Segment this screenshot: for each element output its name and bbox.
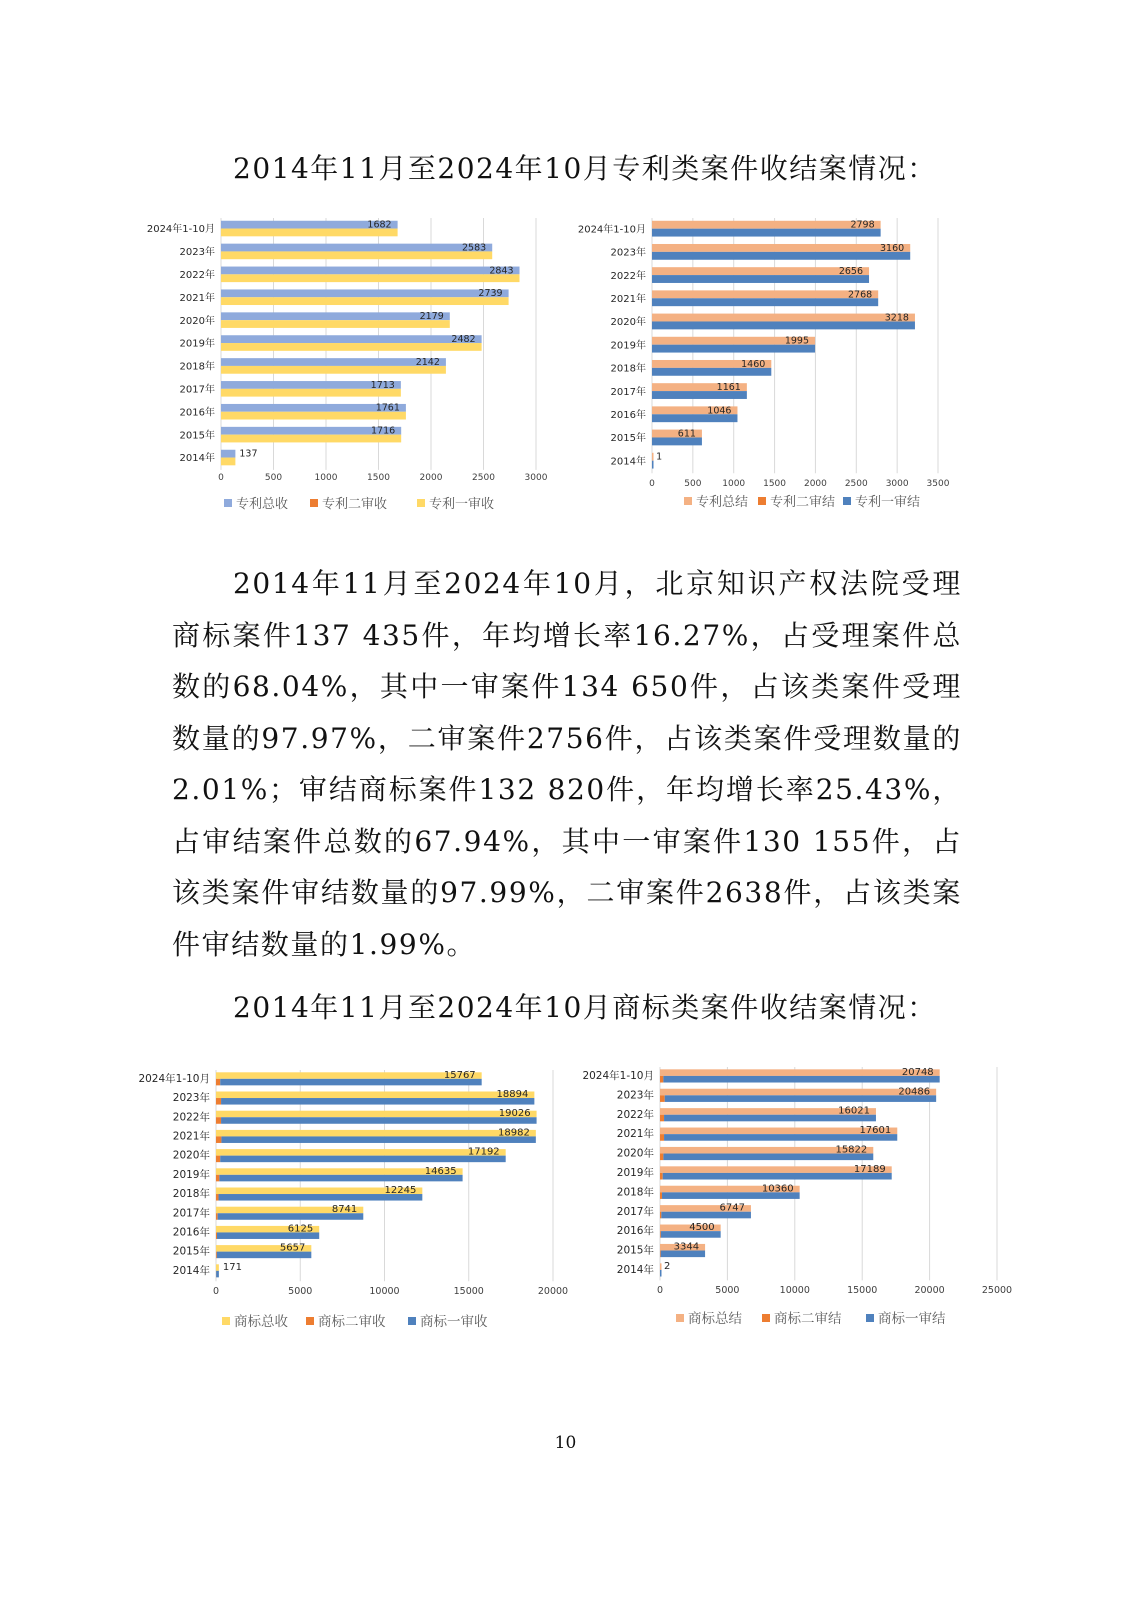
bar-专利一审结: [652, 275, 869, 283]
category-label: 2016年: [172, 1226, 210, 1239]
category-label: 2016年: [610, 409, 646, 421]
bar-商标一审结: [663, 1076, 939, 1083]
data-label: 1460: [741, 358, 766, 370]
bar-专利总结: [652, 453, 654, 461]
category-label: 2020年: [616, 1147, 654, 1160]
page-number: 10: [554, 1433, 577, 1453]
chart-trademark-received-svg: [110, 1070, 580, 1370]
bar-商标总收: [216, 1130, 536, 1137]
data-label: 2768: [847, 289, 873, 301]
data-label: 18894: [496, 1089, 529, 1101]
category-label: 2015年: [610, 433, 646, 445]
heading-patent: 2014年11月至2024年10月专利类案件收结案情况：: [233, 152, 937, 185]
x-tick-label: 10000: [779, 1285, 810, 1296]
x-tick-label: 20000: [914, 1285, 945, 1296]
category-label: 2022年: [172, 1111, 210, 1124]
bar-商标总收: [216, 1146, 506, 1158]
bar-专利一审结: [652, 252, 910, 260]
bar-专利总结: [652, 266, 869, 278]
legend-swatch: [408, 1317, 416, 1325]
x-tick-label: 0: [649, 479, 655, 489]
bar-商标二审收: [216, 1232, 217, 1239]
x-tick-label: 1000: [722, 479, 746, 489]
category-label: 2020年: [179, 315, 215, 327]
data-label: 1682: [367, 219, 392, 231]
bar-专利总收: [221, 450, 235, 458]
category-label: 2021年: [172, 1130, 210, 1143]
bar-商标二审收: [216, 1213, 218, 1220]
legend-swatch: [758, 497, 766, 505]
data-label: 17192: [467, 1146, 500, 1158]
data-label: 17189: [853, 1163, 886, 1175]
bar-专利总结: [652, 289, 878, 301]
x-tick-label: 3000: [524, 473, 548, 483]
category-label: 2022年: [610, 270, 646, 282]
chart-trademark-closed-svg: [560, 1067, 1040, 1367]
data-label: 1: [656, 451, 663, 463]
bar-专利总结: [652, 244, 910, 252]
paragraph-trademark: 2014年11月至2024年10月，北京知识产权法院受理商标案件137 435件，年均增长率16.27%，占受理案件总数的68.04%，其中一审案件134 650件，占该类案件受理数量的97.97%，二审案件2756件，占该类案件受理数量的2.01%；审结商标案件132 820件，年均增长率25.43%，占审结案件总数的67.94%，其中一审案件130 155件，占该类案件审结数量的97.99%，二审案件2638件，占该类案件审结数量的1.99%。: [172, 567, 962, 961]
category-label: 2023年: [172, 1092, 210, 1105]
bar-专利一审收: [221, 458, 235, 466]
category-label: 2014年: [179, 453, 215, 465]
legend-label: 商标二审收: [318, 1314, 386, 1330]
bar-商标一审收: [220, 1156, 505, 1163]
category-label: 2024年1-10月: [146, 224, 215, 236]
data-label: 2: [664, 1260, 671, 1272]
data-label: 2656: [838, 266, 864, 278]
category-label: 2017年: [179, 384, 215, 396]
legend-swatch: [843, 497, 851, 505]
x-tick-label: 5000: [715, 1285, 740, 1296]
legend-label: 专利总收: [236, 497, 289, 512]
category-label: 2019年: [179, 338, 215, 350]
bar-商标二审收: [216, 1098, 221, 1105]
x-tick-label: 3000: [885, 479, 909, 489]
bar-商标二审结: [660, 1134, 664, 1141]
bar-专利一审结: [652, 229, 881, 237]
bar-专利总结: [652, 221, 881, 229]
category-label: 2023年: [616, 1089, 654, 1102]
data-label: 18982: [498, 1127, 530, 1139]
x-tick-label: 25000: [981, 1285, 1013, 1296]
bar-商标总结: [660, 1089, 936, 1096]
bar-商标二审结: [660, 1251, 661, 1258]
data-label: 4500: [689, 1222, 715, 1234]
category-label: 2020年: [610, 317, 646, 329]
legend-label: 专利二审收: [322, 497, 388, 512]
bar-专利一审结: [652, 298, 878, 306]
bar-商标二审结: [660, 1076, 663, 1083]
bar-商标二审收: [216, 1156, 220, 1163]
bar-商标二审收: [216, 1252, 217, 1259]
data-label: 1995: [784, 335, 810, 347]
bar-商标一审结: [665, 1095, 936, 1102]
legend-label: 专利总结: [696, 495, 749, 510]
x-tick-label: 0: [656, 1285, 664, 1296]
bar-专利一审收: [221, 251, 492, 259]
data-label: 19026: [498, 1108, 531, 1120]
x-tick-label: 0: [212, 1286, 220, 1297]
bar-商标一审收: [221, 1098, 534, 1105]
bar-商标二审收: [216, 1136, 221, 1143]
data-label: 2179: [419, 311, 444, 323]
category-label: 2014年: [616, 1264, 654, 1277]
x-tick-label: 15000: [847, 1285, 878, 1296]
x-tick-label: 0: [218, 473, 224, 483]
category-label: 2022年: [179, 269, 215, 281]
category-label: 2022年: [616, 1108, 654, 1121]
x-tick-label: 3500: [926, 479, 950, 489]
bar-商标总收: [216, 1264, 219, 1271]
bar-专利一审收: [221, 297, 509, 305]
legend-swatch: [866, 1314, 874, 1322]
bar-专利一审结: [652, 461, 654, 469]
x-tick-label: 2000: [803, 479, 827, 489]
category-label: 2017年: [610, 386, 646, 398]
data-label: 5657: [279, 1242, 306, 1254]
bar-专利一审收: [221, 320, 450, 328]
data-label: 1713: [370, 379, 395, 391]
category-label: 2018年: [179, 361, 215, 373]
category-label: 2016年: [179, 407, 215, 419]
bar-专利总收: [221, 267, 520, 275]
legend-label: 专利一审结: [855, 495, 921, 510]
data-label: 8741: [331, 1204, 358, 1216]
data-label: 3218: [884, 312, 909, 324]
bar-商标二审结: [660, 1115, 664, 1122]
category-label: 2021年: [610, 293, 646, 305]
bar-商标二审收: [216, 1117, 221, 1124]
legend-swatch: [310, 499, 318, 507]
bar-商标二审结: [660, 1231, 661, 1238]
legend-swatch: [684, 497, 692, 505]
bar-专利总收: [221, 334, 482, 346]
data-label: 611: [677, 428, 696, 440]
data-label: 17601: [859, 1125, 892, 1137]
bar-商标一审收: [221, 1136, 535, 1143]
legend-label: 专利一审收: [429, 497, 495, 512]
category-label: 2017年: [616, 1205, 654, 1218]
category-label: 2019年: [610, 340, 646, 352]
bar-专利一审收: [221, 366, 446, 374]
category-label: 2018年: [610, 363, 646, 375]
category-label: 2019年: [172, 1168, 210, 1181]
category-label: 2017年: [172, 1207, 210, 1220]
data-label: 6125: [287, 1223, 314, 1235]
data-label: 171: [222, 1261, 242, 1273]
data-label: 6747: [719, 1202, 745, 1214]
heading-trademark: 2014年11月至2024年10月商标类案件收结案情况：: [233, 991, 937, 1024]
bar-商标一审结: [660, 1270, 662, 1277]
legend-swatch: [762, 1314, 770, 1322]
bar-商标二审收: [216, 1194, 219, 1201]
x-tick-label: 15000: [453, 1286, 484, 1297]
data-label: 1046: [707, 405, 732, 417]
x-tick-label: 500: [684, 479, 702, 489]
category-label: 2019年: [616, 1167, 654, 1180]
bar-商标二审收: [216, 1079, 220, 1086]
data-label: 15767: [443, 1069, 476, 1081]
bar-商标二审结: [660, 1095, 665, 1102]
data-label: 20486: [898, 1086, 931, 1098]
legend-swatch: [417, 499, 425, 507]
x-tick-label: 5000: [288, 1286, 313, 1297]
category-label: 2018年: [172, 1188, 210, 1201]
x-tick-label: 1500: [763, 479, 787, 489]
bar-商标总收: [216, 1092, 534, 1099]
chart-patent-closed-svg: [568, 212, 988, 522]
bar-商标二审结: [660, 1192, 662, 1199]
data-label: 12245: [384, 1185, 417, 1197]
bar-商标总收: [216, 1111, 537, 1118]
x-tick-label: 10000: [369, 1286, 400, 1297]
data-label: 10360: [761, 1183, 794, 1195]
category-label: 2015年: [616, 1244, 654, 1257]
chart-patent-received-svg: [120, 212, 560, 522]
bar-专利总收: [221, 288, 509, 300]
data-label: 15822: [835, 1144, 868, 1156]
data-label: 3344: [673, 1241, 700, 1253]
bar-商标总收: [216, 1069, 482, 1081]
data-label: 137: [239, 448, 258, 460]
category-label: 2014年: [172, 1264, 210, 1277]
category-label: 2020年: [172, 1149, 210, 1162]
bar-商标二审结: [660, 1154, 663, 1161]
x-tick-label: 2000: [419, 473, 443, 483]
legend-swatch: [676, 1314, 684, 1322]
category-label: 2023年: [610, 247, 646, 259]
data-label: 14635: [424, 1165, 457, 1177]
legend-label: 专利二审结: [770, 495, 836, 510]
x-tick-label: 500: [264, 473, 283, 483]
legend-label: 商标一审收: [420, 1314, 488, 1330]
category-label: 2024年1-10月: [138, 1072, 210, 1085]
bar-专利一审收: [221, 274, 520, 282]
chart-patent-closed: [568, 212, 988, 522]
data-label: 1161: [716, 382, 741, 394]
data-label: 2798: [850, 219, 875, 231]
x-tick-label: 20000: [537, 1286, 569, 1297]
bar-商标总结: [660, 1263, 662, 1270]
chart-patent-received: [120, 212, 560, 522]
bar-专利总收: [221, 358, 446, 366]
category-label: 2014年: [610, 456, 646, 468]
x-tick-label: 1500: [367, 473, 390, 483]
bar-商标一审收: [220, 1079, 481, 1086]
legend-swatch: [306, 1317, 314, 1325]
x-tick-label: 2500: [472, 473, 495, 483]
bar-商标二审结: [660, 1212, 661, 1219]
bar-专利总收: [221, 311, 450, 323]
chart-trademark-received: [110, 1070, 580, 1370]
data-label: 2843: [489, 265, 514, 277]
bar-商标一审收: [216, 1271, 219, 1278]
category-label: 2021年: [616, 1128, 654, 1141]
bar-专利一审收: [221, 343, 482, 351]
legend-label: 商标总结: [688, 1311, 742, 1327]
data-label: 2739: [478, 288, 503, 300]
data-label: 3160: [880, 242, 905, 254]
bar-商标二审结: [660, 1173, 663, 1180]
category-label: 2024年1-10月: [577, 224, 646, 236]
legend-label: 商标二审结: [774, 1311, 842, 1327]
bar-商标总结: [660, 1066, 940, 1078]
x-tick-label: 2500: [844, 479, 868, 489]
bar-专利一审结: [652, 321, 915, 329]
category-label: 2016年: [616, 1225, 654, 1238]
data-label: 1761: [375, 402, 400, 414]
data-label: 2142: [415, 356, 440, 368]
bar-专利总收: [221, 244, 492, 252]
x-tick-label: 1000: [314, 473, 338, 483]
data-label: 20748: [901, 1066, 934, 1078]
category-label: 2018年: [616, 1186, 654, 1199]
category-label: 2015年: [172, 1245, 210, 1258]
legend-swatch: [224, 499, 232, 507]
legend-label: 商标一审结: [878, 1311, 946, 1327]
bar-商标一审收: [221, 1117, 537, 1124]
legend-label: 商标总收: [234, 1314, 288, 1330]
bar-商标二审收: [216, 1175, 219, 1182]
chart-trademark-closed: [560, 1067, 1040, 1367]
category-label: 2024年1-10月: [582, 1070, 654, 1083]
category-label: 2015年: [179, 430, 215, 442]
bar-专利总结: [652, 314, 915, 322]
category-label: 2021年: [179, 292, 215, 304]
data-label: 16021: [838, 1105, 870, 1117]
data-label: 1716: [370, 425, 396, 437]
category-label: 2023年: [179, 247, 215, 259]
data-label: 2583: [462, 242, 487, 254]
legend-swatch: [222, 1317, 230, 1325]
data-label: 2482: [451, 334, 476, 346]
